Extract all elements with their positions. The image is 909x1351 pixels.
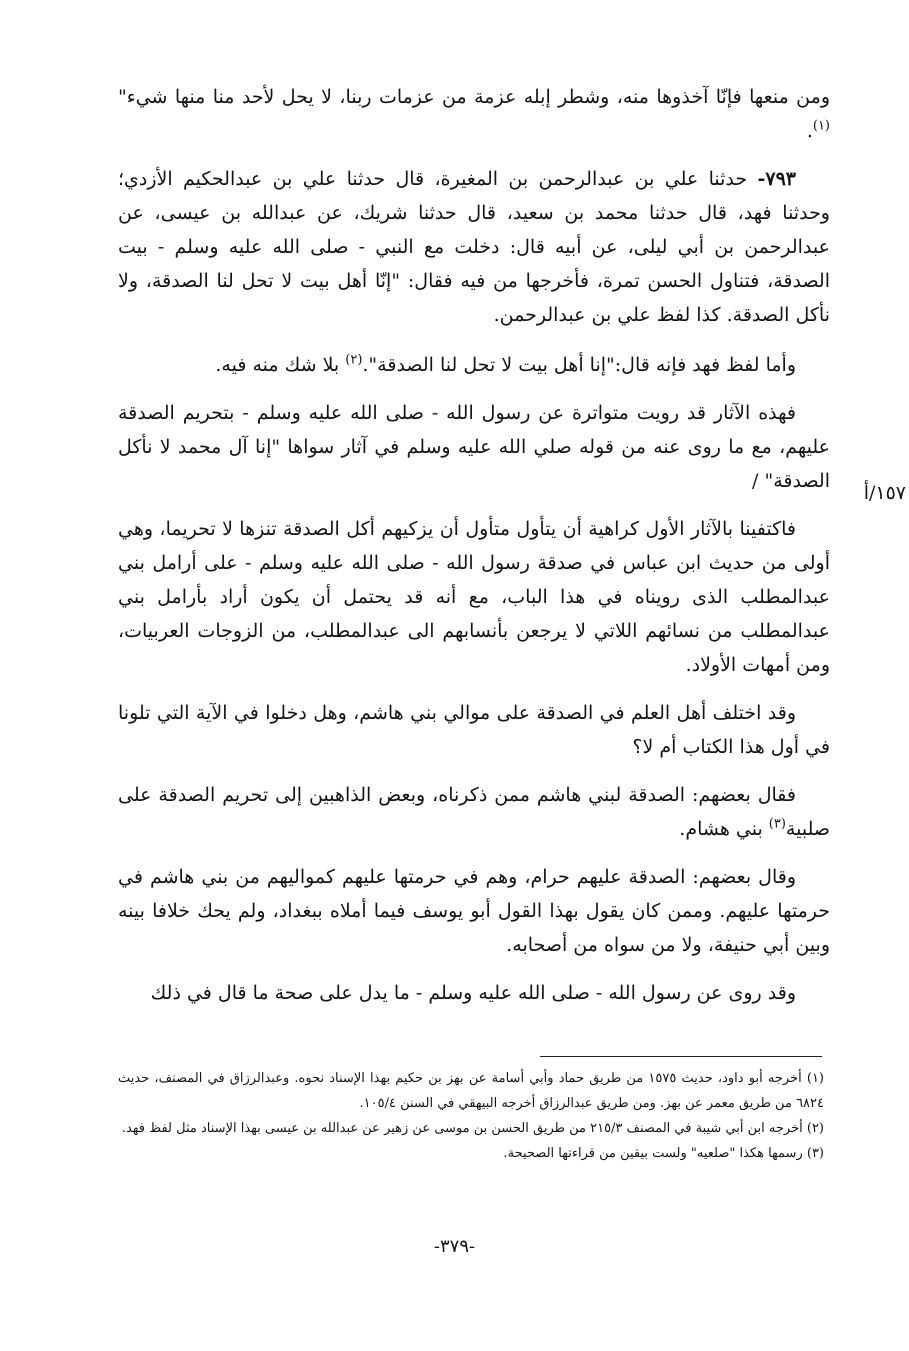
main-text	[118, 80, 830, 1024]
footnote: (٣) رسمها هكذا "صلعيه" ولست بيقين من قراءتها الصحيحة.	[503, 1146, 824, 1161]
footnote: (٢) أخرجه ابن أبي شيبة في المصنف ٢١٥/٣ من طريق الحسن بن موسى عن زهير عن عبدالله بن عيسى بهذا الإسناد مثل لفظ فهد.	[121, 1121, 824, 1136]
paragraph-text: وقد روى عن رسول الله - صلى الله عليه وسلم - ما يدل على صحة ما قال في ذلك	[150, 982, 796, 1004]
paragraph-text: وقال بعضهم: الصدقة عليهم حرام، وهم في حرمتها عليهم كمواليهم من بني هاشم في حرمتها عليهم. وممن كان يقول بهذا القول أبو يوسف فيما أملاه ببغداد، ولم يحك خلافا بينه وبين أبي حنيفة، ولا من سواه من أصحابه.	[118, 866, 830, 956]
manuscript-folio-reference: ١٥٧/أ	[863, 482, 906, 504]
footnote-marker: (١)	[812, 118, 830, 134]
paragraph-text: ومن منعها فإنّا آخذوها منه، وشطر إبله عزمة من عزمات ربنا، لا يحل لأحد منا منها شيء"	[118, 86, 830, 108]
hadith-number: ٧٩٣-	[757, 168, 796, 190]
paragraph	[118, 512, 830, 682]
page-number: -٣٧٩-	[433, 1236, 476, 1257]
paragraph-text-end: .	[806, 120, 813, 142]
paragraph-text-end: بني هشام.	[679, 818, 769, 840]
footnote: (١) أخرجه أبو داود، حديث ١٥٧٥ من طريق حماد وأبي أسامة عن بهز بن حكيم بهذا الإسناد نحوه. وعبدالرزاق في المصنف، حديث ٦٨٢٤ من طريق معمر عن بهز. ومن طريق عبدالرزاق أخرجه البيهقي في السنن ١٠٥/٤.	[118, 1071, 824, 1111]
footnote-marker: (٣)	[768, 816, 786, 832]
paragraph-text: فهذه الآثار قد رويت متواترة عن رسول الله - صلى الله عليه وسلم - بتحريم الصدقة عليهم، مع ما روى عنه من قوله صلي الله عليه وسلم في آثار سواها "إنا آل محمد لا نأكل الصدقة" /	[118, 402, 830, 492]
paragraph	[118, 696, 830, 764]
paragraph-text: وقد اختلف أهل العلم في الصدقة على موالي بني هاشم، وهل دخلوا في الآية التي تلونا في أول هذا الكتاب أم لا؟	[118, 702, 830, 758]
paragraph-text: فاكتفينا بالآثار الأول كراهية أن يتأول متأول أن يزكيهم أكل الصدقة تنزها لا تحريما، وهي أولى من حديث ابن عباس في صدقة رسول الله - صلى الله عليه وسلم - على أرامل بني عبدالمطلب الذى رويناه في هذا الباب، مع أنه قد يحتمل أن يكون أراد بأرامل بني عبدالمطلب من نسائهم اللاتي لا يرجعن بأنسابهم الى عبدالمطلب، من الزوجات العربيات، ومن أمهات الأولاد.	[118, 518, 830, 676]
hadith-paragraph	[118, 162, 830, 332]
paragraph-text: فقال بعضهم: الصدقة لبني هاشم ممن ذكرناه، وبعض الذاهبين إلى تحريم الصدقة على صلبية	[118, 784, 830, 840]
paragraph-text: حدثنا علي بن عبدالرحمن بن المغيرة، قال حدثنا علي بن عبدالحكيم الأزدي؛ وحدثنا فهد، قال حدثنا محمد بن سعيد، قال حدثنا شريك، عن عبدالله بن عيسى، عن عبدالرحمن بن أبي ليلى، عن أبيه قال: دخلت مع النبي - صلى الله عليه وسلم - بيت الصدقة، فتناول الحسن تمرة، فأخرجها من فيه فقال: "إنّا أهل بيت لا تحل لنا الصدقة، ولا نأكل الصدقة. كذا لفظ علي بن عبدالرحمن.	[118, 168, 830, 326]
paragraph	[118, 860, 830, 962]
paragraph-continuation	[118, 80, 830, 148]
footnote-divider	[540, 1056, 822, 1057]
footnotes	[118, 1066, 824, 1166]
paragraph	[118, 778, 830, 846]
paragraph	[118, 348, 830, 382]
paragraph	[118, 976, 830, 1010]
paragraph-text: وأما لفظ فهد فإنه قال:"إنا أهل بيت لا تحل لنا الصدقة".	[362, 354, 796, 376]
footnote-marker: (٢)	[345, 352, 363, 368]
paragraph-text-end: بلا شك منه فيه.	[215, 354, 346, 376]
paragraph	[118, 396, 830, 498]
